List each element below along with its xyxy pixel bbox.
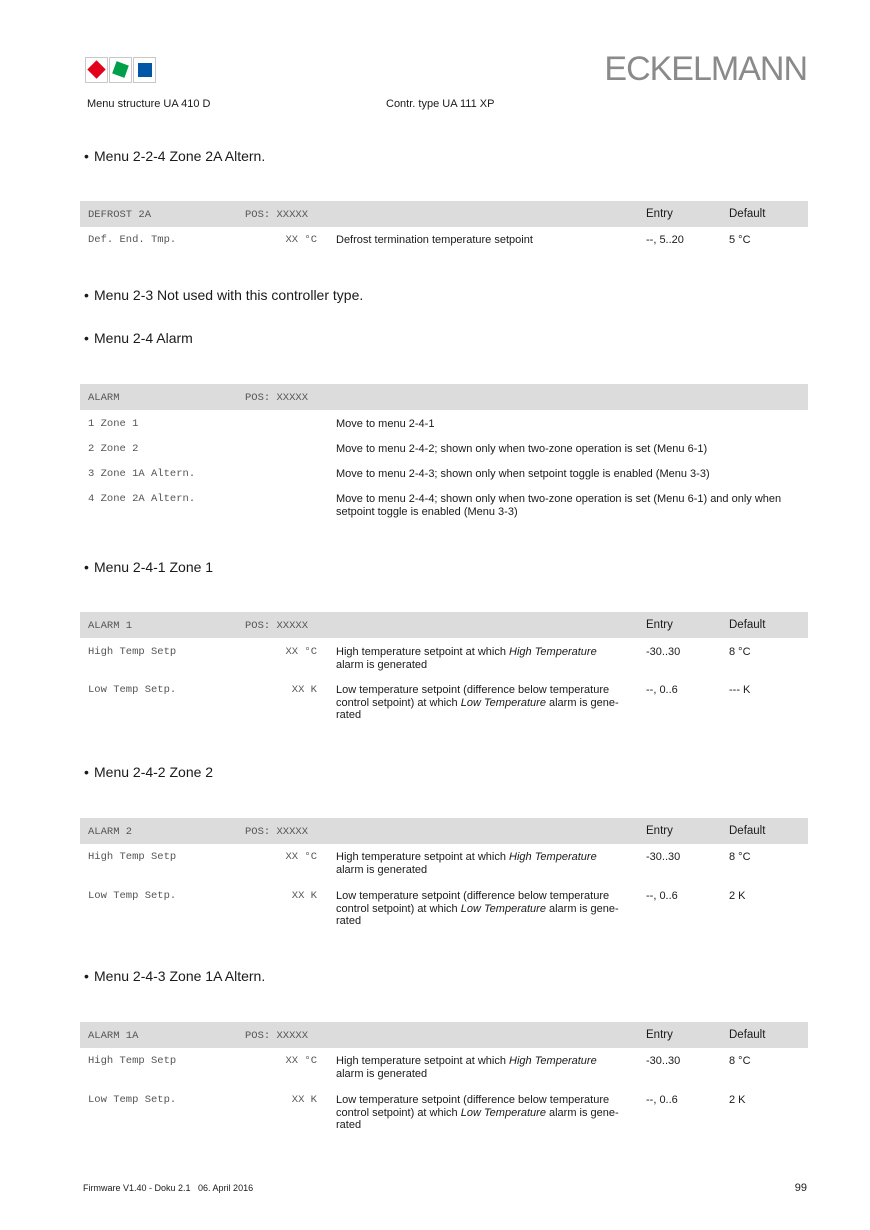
table-header [80, 384, 808, 410]
default-header: Default [729, 1029, 766, 1041]
param-unit: XX °C [285, 851, 317, 863]
param-name: High Temp Setp [88, 646, 177, 658]
table-alarm-1a [80, 1022, 808, 1131]
page-number: 99 [794, 1182, 807, 1194]
param-unit: XX K [291, 1094, 317, 1106]
param-unit: XX °C [285, 1055, 317, 1067]
submenu-item: 3 Zone 1A Altern. [88, 468, 196, 480]
section-heading: • Menu 2-3 Not used with this controller type. [84, 287, 364, 303]
section-heading: • Menu 2-2-4 Zone 2A Altern. [84, 148, 266, 164]
default-header: Default [729, 619, 766, 631]
entry-header: Entry [646, 825, 673, 837]
param-unit: XX °C [285, 234, 317, 246]
section-heading: • Menu 2-4-3 Zone 1A Altern. [84, 968, 266, 984]
param-entry: -30..30 [646, 646, 681, 658]
param-default: 5 °C [729, 234, 751, 246]
param-description: High temperature setpoint at which High Temperature alarm is generated [336, 1055, 597, 1080]
submenu-item: 2 Zone 2 [88, 443, 139, 455]
param-entry: --, 0..6 [646, 1094, 678, 1106]
menu-pos: POS: XXXXX [245, 1030, 309, 1042]
submenu-description: Move to menu 2-4-3; shown only when setpoint toggle is enabled (Menu 3-3) [336, 468, 710, 480]
table-header [80, 1022, 808, 1048]
submenu-item: 4 Zone 2A Altern. [88, 493, 196, 505]
param-entry: --, 0..6 [646, 684, 678, 696]
param-description: Low temperature setpoint (difference below temperature control setpoint) at which Low Temperature alarm is gene-rated [336, 684, 619, 721]
param-entry: --, 5..20 [646, 234, 684, 246]
submenu-item: 1 Zone 1 [88, 418, 139, 430]
param-default: 8 °C [729, 646, 751, 658]
param-name: High Temp Setp [88, 851, 177, 863]
param-description: High temperature setpoint at which High Temperature alarm is generated [336, 646, 597, 671]
footer-firmware: Firmware V1.40 - Doku 2.1 06. April 2016 [83, 1183, 254, 1193]
param-unit: XX K [291, 890, 317, 902]
menu-pos: POS: XXXXX [245, 392, 309, 404]
entry-header: Entry [646, 1029, 673, 1041]
submenu-description: Move to menu 2-4-2; shown only when two-zone operation is set (Menu 6-1) [336, 443, 708, 455]
param-name: Low Temp Setp. [88, 684, 177, 696]
section-heading: • Menu 2-4-1 Zone 1 [84, 559, 214, 575]
entry-header: Entry [646, 208, 673, 220]
param-default: 8 °C [729, 1055, 751, 1067]
menu-pos: POS: XXXXX [245, 826, 309, 838]
section-heading: • Menu 2-4 Alarm [84, 330, 193, 346]
brand-name: ECKELMANN [604, 50, 807, 88]
param-default: 2 K [729, 1094, 746, 1106]
param-description: High temperature setpoint at which High Temperature alarm is generated [336, 851, 597, 876]
eckelmann-logo [85, 57, 157, 83]
table-header [80, 201, 808, 227]
table-alarm [80, 384, 808, 518]
param-entry: --, 0..6 [646, 890, 678, 902]
param-default: 8 °C [729, 851, 751, 863]
param-unit: XX °C [285, 646, 317, 658]
table-alarm-1 [80, 612, 808, 721]
menu-title: ALARM 1A [88, 1030, 139, 1042]
default-header: Default [729, 208, 766, 220]
menu-title: DEFROST 2A [88, 209, 152, 221]
menu-title: ALARM [88, 392, 120, 404]
section-heading: • Menu 2-4-2 Zone 2 [84, 764, 214, 780]
table-alarm-2 [80, 818, 808, 927]
menu-title: ALARM 2 [88, 826, 133, 838]
header-controller-type: Contr. type UA 111 XP [386, 98, 495, 110]
param-name: Low Temp Setp. [88, 1094, 177, 1106]
menu-title: ALARM 1 [88, 620, 133, 632]
header-menu-structure: Menu structure UA 410 D [87, 98, 211, 110]
menu-pos: POS: XXXXX [245, 620, 309, 632]
default-header: Default [729, 825, 766, 837]
table-header [80, 612, 808, 638]
param-description: Low temperature setpoint (difference below temperature control setpoint) at which Low Temperature alarm is gene-rated [336, 890, 619, 927]
param-entry: -30..30 [646, 1055, 681, 1067]
param-default: --- K [729, 684, 751, 696]
menu-pos: POS: XXXXX [245, 209, 309, 221]
submenu-description: Move to menu 2-4-1 [336, 418, 435, 430]
param-description: Low temperature setpoint (difference below temperature control setpoint) at which Low Temperature alarm is gene-rated [336, 1094, 619, 1131]
param-default: 2 K [729, 890, 746, 902]
param-name: Def. End. Tmp. [88, 234, 177, 246]
entry-header: Entry [646, 619, 673, 631]
param-description: Defrost termination temperature setpoint [336, 234, 533, 246]
table-defrost-2a [80, 201, 808, 246]
param-name: Low Temp Setp. [88, 890, 177, 902]
param-unit: XX K [291, 684, 317, 696]
param-entry: -30..30 [646, 851, 681, 863]
table-header [80, 818, 808, 844]
submenu-description: Move to menu 2-4-4; shown only when two-zone operation is set (Menu 6-1) and only when setpoint toggle is enabled (Menu 3-3) [336, 493, 782, 518]
param-name: High Temp Setp [88, 1055, 177, 1067]
